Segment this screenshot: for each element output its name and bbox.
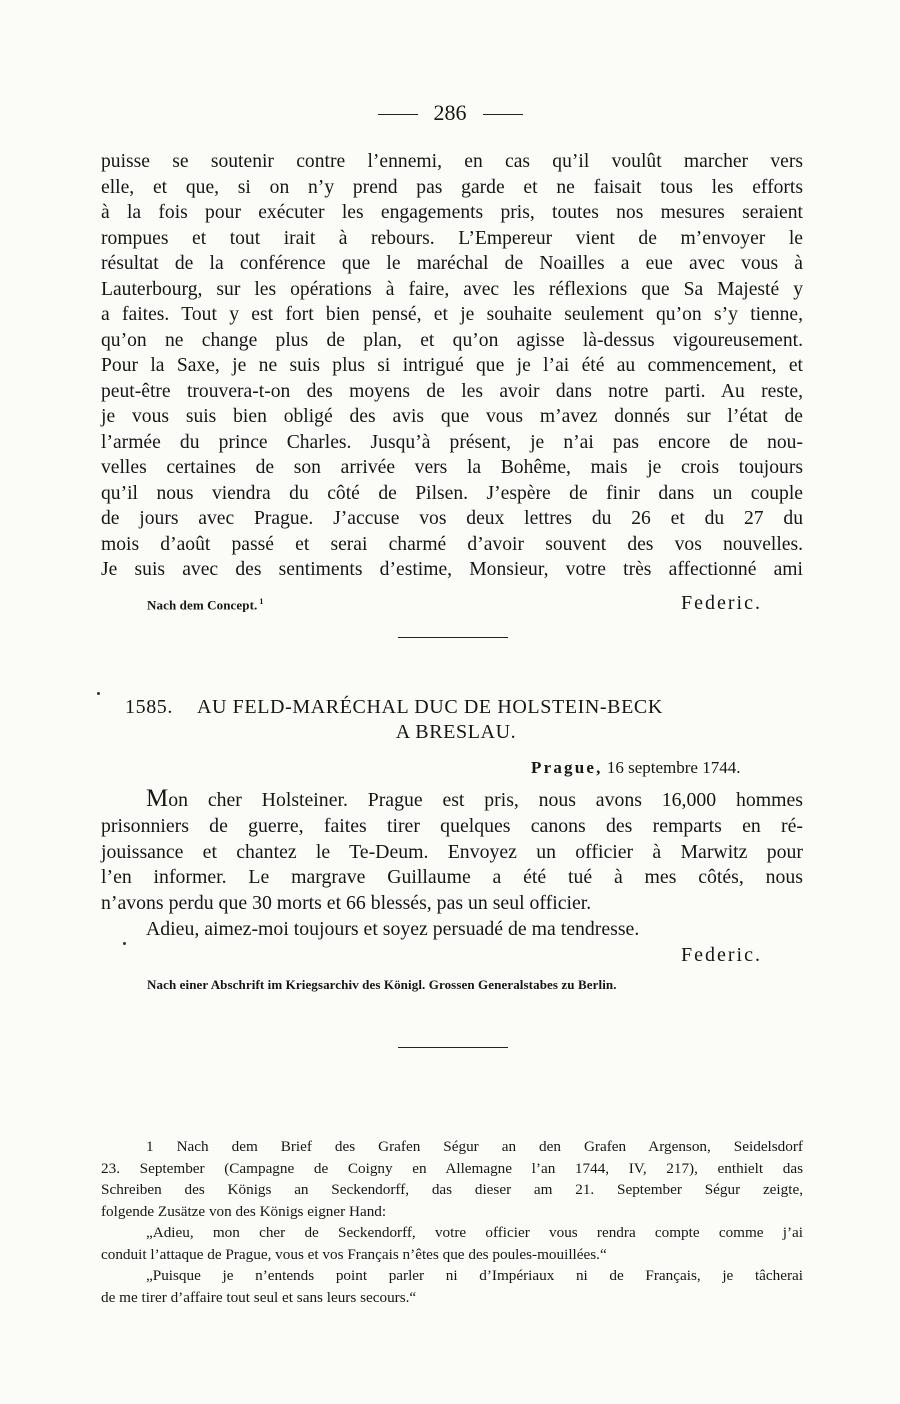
signature: Federic. [681, 592, 762, 614]
text-line: l’en informer. Le margrave Guillaume a été tué à mes côtés, nous [101, 866, 803, 889]
text-line: qu’il nous viendra du côté de Pilsen. J’espère de finir dans un couple [101, 482, 803, 504]
initial-letter: M [146, 785, 169, 812]
footnote-line: folgende Zusätze von des Königs eigner Hand: [101, 1202, 387, 1220]
letter-continuation [101, 149, 803, 583]
text-line: Lauterbourg, sur les opérations à faire, avec les réflexions que Sa Majesté y [101, 278, 803, 300]
place-date [531, 758, 740, 778]
signature: Federic. [681, 944, 762, 966]
text-line: résultat de la conférence que le maréchal de Noailles a eue avec vous à [101, 253, 803, 274]
letter-title-line2: A BRESLAU. [395, 721, 517, 743]
text-line: a faites. Tout y est fort bien pensé, et je souhaite seulement qu’on s’y tienne, [101, 304, 803, 325]
date: 16 septembre 1744. [606, 758, 741, 777]
footnote-reference: 1 [259, 597, 264, 606]
page-number: 286 [433, 100, 467, 125]
letter-title: AU FELD-MARÉCHAL DUC DE HOLSTEIN-BECK [197, 696, 663, 718]
section-rule [398, 1047, 508, 1048]
text-line: elle, et que, si on n’y prend pas garde et ne faisait tous les efforts [101, 176, 803, 198]
text-line: Pour la Saxe, je ne suis plus si intrigué que je l’ai été au commencement, et [101, 355, 803, 376]
source-note: Nach dem Concept. $^1$ [147, 597, 264, 613]
text-line: de jours avec Prague. J’accuse vos deux lettres du 26 et du 27 du [101, 508, 803, 529]
footnote-line: 1 Nach dem Brief des Grafen Ségur an den Grafen Argenson, Seidelsdorf [146, 1138, 803, 1155]
footnote-line: Schreiben des Königs an Seckendorff, das dieser am 21. September Ségur zeigte, [101, 1181, 803, 1198]
letter-heading [125, 694, 805, 721]
text-line: je vous suis bien obligé des avis que vous m’avez donnés sur l’état de [101, 406, 803, 427]
header-dash-right [483, 114, 523, 115]
print-speck [97, 692, 100, 695]
text-line: prisonniers de guerre, faites tirer quelques canons des remparts en ré- [101, 814, 803, 837]
letter-body [101, 786, 803, 943]
text-line: l’armée du prince Charles. Jusqu’à présent, je n’ai pas encore de nou- [101, 431, 803, 453]
text-line: Mon cher Holsteiner. Prague est pris, nous avons 16,000 hommes [146, 785, 803, 812]
text-line: peut-être trouvera-t-on des moyens de les avoir dans notre parti. Au reste, [101, 380, 803, 402]
footnote-quote-line: „Puisque je n’entends point parler ni d’Impériaux ni de Français, je tâcherai [146, 1267, 803, 1284]
text-line: qu’on ne change plus de plan, et qu’on agisse là-dessus vigoureusement. [101, 329, 803, 351]
footnote-line: 23. September (Campagne de Coigny en Allemagne l’an 1744, IV, 217), enthielt das [101, 1159, 803, 1177]
footnote-quote-line: conduit l’attaque de Prague, vous et vos Français n’êtes que des poules-mouillées.“ [101, 1245, 607, 1263]
text-line: velles certaines de son arrivée vers la Bohême, mais je crois toujours [101, 457, 803, 478]
text-line: jouissance et chantez le Te-Deum. Envoyez un officier à Marwitz pour [101, 840, 803, 863]
text-line: Je suis avec des sentiments d’estime, Monsieur, votre très affectionné ami [101, 559, 803, 580]
place: Prague, [531, 758, 603, 777]
text-line: à la fois pour exécuter les engagements pris, toutes nos mesures seraient [101, 202, 803, 223]
page-header [0, 98, 900, 128]
letter-number: 1585. [125, 696, 173, 718]
text-line: puisse se soutenir contre l’ennemi, en cas qu’il voulût marcher vers [101, 151, 803, 172]
footnote-quote-line: „Adieu, mon cher de Seckendorff, votre officier vous rendra compte comme j’ai [146, 1224, 803, 1241]
print-speck [123, 942, 126, 945]
footnote [101, 1136, 803, 1308]
section-rule [398, 637, 508, 638]
header-dash-left [378, 114, 418, 115]
text-line: rompues et tout irait à rebours. L’Empereur vient de m’envoyer le [101, 227, 803, 249]
text-line: n’avons perdu que 30 morts et 66 blessés, pas un seul officier. [101, 892, 592, 915]
footnote-quote-line: de me tirer d’affaire tout seul et sans leurs secours.“ [101, 1288, 417, 1306]
closing-line: Adieu, aimez-moi toujours et soyez persuadé de ma tendresse. [146, 917, 640, 940]
text-line: mois d’août passé et serai charmé d’avoir souvent des vos nouvelles. [101, 533, 803, 555]
source-note: Nach einer Abschrift im Kriegsarchiv des Königl. Grossen Generalstabes zu Berlin. [147, 977, 617, 992]
